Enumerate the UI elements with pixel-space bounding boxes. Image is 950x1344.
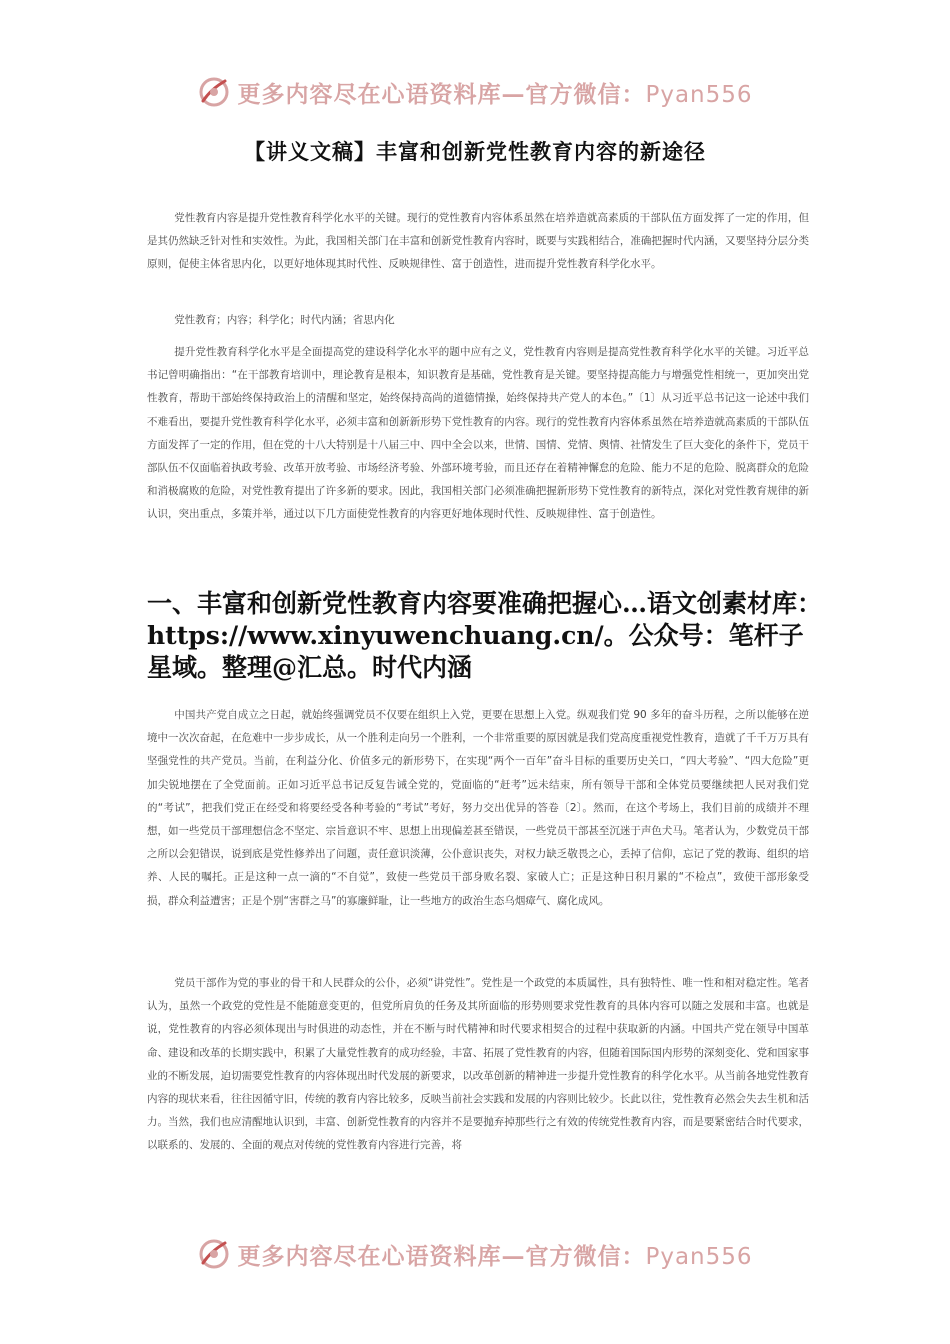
document-title: 【讲义文稿】丰富和创新党性教育内容的新途径	[244, 140, 706, 164]
abstract-paragraph: 党性教育内容是提升党性教育科学化水平的关键。现行的党性教育内容体系虽然在培养造就高素质的干部队伍方面发挥了一定的作用，但是其仍然缺乏针对性和实效性。为此，我国相关部门在丰富和创新党性教育内容时，既要与实践相结合，准确把握时代内涵，又要坚持分层分类原则，促使主体省思内化，以更好地体现其时代性、反映规律性、富于创造性，进而提升党性教育科学化水平。	[147, 212, 809, 271]
brand-logo-icon	[197, 1237, 231, 1271]
keywords-paragraph: 党性教育；内容；科学化；时代内涵；省思内化	[174, 314, 395, 326]
brand-logo-icon	[197, 75, 231, 109]
wechat-handle: Pyan556	[645, 81, 753, 108]
section1-paragraph-1: 中国共产党自成立之日起，就始终强调党员不仅要在组织上入党，更要在思想上入党。纵观我们党 90 多年的奋斗历程，之所以能够在逆境中一次次奋起，在危难中一步步成长，从一个胜利走向另一个胜利，一个非常重要的原因就是我们党高度重视党性教育，造就了千千万万具有坚强党性的共产党员。当前，在利益分化、价值多元的新形势下，在实现“两个一百年”奋斗目标的重要历史关口，“四大考验”、“四大危险”更加尖锐地摆在了全党面前。正如习近平总书记反复告诫全党的，党面临的“赶考”远未结束，所有领导干部和全体党员要继续把人民对我们党的“考试”，把我们党正在经受和将要经受各种考验的“考试”考好，努力交出优异的答卷〔2〕。然而，在这个考场上，我们目前的成绩并不理想，如一些党员干部理想信念不坚定、宗旨意识不牢、思想上出现偏差甚至错误，一些党员干部甚至沉迷于声色犬马。笔者认为，少数党员干部之所以会犯错误，说到底是党性修养出了问题，责任意识淡薄，公仆意识丧失，对权力缺乏敬畏之心，丢掉了信仰，忘记了党的教诲、组织的培养、人民的嘱托。正是这种一点一滴的“不自觉”，致使一些党员干部身败名裂、家破人亡；正是这种日积月累的“不检点”，致使干部形象受损，群众利益遭害；正是个别“害群之马”的寡廉鲜耻，让一些地方的政治生态乌烟瘴气、腐化成风。	[147, 709, 809, 907]
banner-text: 更多内容尽在心语资料库—官方微信：Pyan556	[237, 80, 753, 108]
section-heading-1: 一、丰富和创新党性教育内容要准确把握心…语文创素材库：https://www.xinyuwenchuang.cn/。公众号：笔杆子星域。整理@汇总。时代内涵	[147, 589, 823, 682]
header-banner	[0, 70, 950, 114]
section1-paragraph-2: 党员干部作为党的事业的骨干和人民群众的公仆，必须“讲党性”。党性是一个政党的本质属性，具有独特性、唯一性和相对稳定性。笔者认为，虽然一个政党的党性是不能随意变更的，但党所肩负的任务及其所面临的形势则要求党性教育的具体内容可以随之发展和丰富。也就是说，党性教育的内容必须体现出与时俱进的动态性，并在不断与时代精神和时代要求相契合的过程中获取新的内涵。中国共产党在领导中国革命、建设和改革的长期实践中，积累了大量党性教育的成功经验，丰富、拓展了党性教育的内容，但随着国际国内形势的深刻变化、党和国家事业的不断发展，迫切需要党性教育的内容体现出时代发展的新要求，以改革创新的精神进一步提升党性教育的科学化水平。从当前各地党性教育内容的现状来看，往往因循守旧，传统的教育内容比较多，反映当前社会实践和发展的内容则比较少。长此以往，党性教育必然会失去生机和活力。当然，我们也应清醒地认识到，丰富、创新党性教育的内容并不是要抛弃掉那些行之有效的传统党性教育内容，而是要紧密结合时代要求，以联系的、发展的、全面的观点对传统的党性教育内容进行完善，将	[147, 977, 809, 1152]
intro-paragraph: 提升党性教育科学化水平是全面提高党的建设科学化水平的题中应有之义，党性教育内容则是提高党性教育科学化水平的关键。习近平总书记曾明确指出：“在干部教育培训中，理论教育是根本，知识教育是基础，党性教育是关键。要坚持提高能力与增强党性相统一，更加突出党性教育，帮助干部始终保持政治上的清醒和坚定，始终保持高尚的道德情操，始终保持共产党人的本色。”〔1〕从习近平总书记这一论述中我们不难看出，要提升党性教育科学化水平，必须丰富和创新新形势下党性教育的内容。现行的党性教育内容体系虽然在培养造就高素质的干部队伍方面发挥了一定的作用，但在党的十八大特别是十八届三中、四中全会以来，世情、国情、党情、舆情、社情发生了巨大变化的条件下，党员干部队伍不仅面临着执政考验、改革开放考验、市场经济考验、外部环境考验，而且还存在着精神懈怠的危险、能力不足的危险、脱离群众的危险和消极腐败的危险，对党性教育提出了许多新的要求。因此，我国相关部门必须准确把握新形势下党性教育的新特点，深化对党性教育规律的新认识，突出重点，多策并举，通过以下几方面使党性教育的内容更好地体现时代性、反映规律性、富于创造性。	[147, 346, 809, 521]
wechat-handle: Pyan556	[645, 1243, 753, 1270]
banner-text: 更多内容尽在心语资料库—官方微信：Pyan556	[237, 1242, 753, 1270]
footer-banner	[0, 1232, 950, 1276]
